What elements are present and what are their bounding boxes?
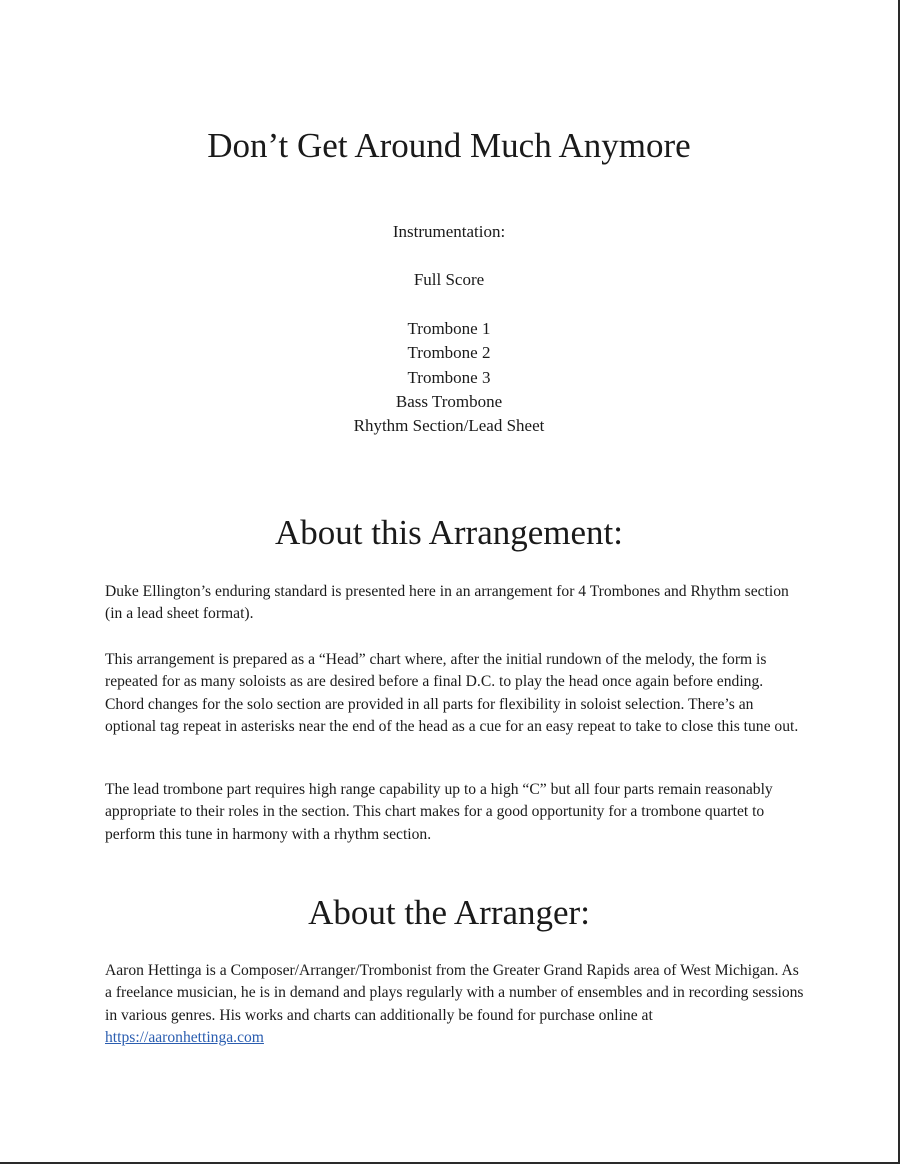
document-title: Don’t Get Around Much Anymore xyxy=(207,126,691,165)
about-arranger-heading: About the Arranger: xyxy=(308,893,590,932)
instrument-item-trombone-1: Trombone 1 xyxy=(407,319,491,338)
arranger-bio-text: Aaron Hettinga is a Composer/Arranger/Trombonist from the Greater Grand Rapids area of West Michigan. As a freelance musician, he is in demand and plays regularly with a number of ensembles and in recording sessions in various genres. His works and charts can additionally be found for purchase online at xyxy=(105,962,804,1024)
arranger-bio-paragraph xyxy=(105,960,805,1050)
instrument-item-bass-trombone: Bass Trombone xyxy=(395,391,503,411)
instrument-item-trombone-2: Trombone 2 xyxy=(407,343,491,363)
arranger-website-link[interactable]: https://aaronhettinga.com xyxy=(105,1029,264,1047)
full-score-label: Full Score xyxy=(413,270,485,289)
arrangement-paragraph-form: This arrangement is prepared as a “Head” chart where, after the initial rundown of the melody, the form is repeated for as many soloists as are desired before a final D.C. to play the head once again before ending. Chord changes for the solo section are provided in all parts for flexibility in soloist selection. There’s an optional tag repeat in asterisks near the end of the head as a cue for an easy repeat to take to close this tune out. xyxy=(105,651,799,736)
instrumentation-label: Instrumentation: xyxy=(392,222,506,241)
about-arrangement-heading: About this Arrangement: xyxy=(274,513,623,552)
arrangement-paragraph-intro: Duke Ellington’s enduring standard is presented here in an arrangement for 4 Trombones and Rhythm section (in a lead sheet format). xyxy=(105,583,789,623)
arrangement-paragraph-range: The lead trombone part requires high range capability up to a high “C” but all four parts remain reasonably appropriate to their roles in the section. This chart makes for a good opportunity for a trombone quartet to perform this tune in harmony with a rhythm section. xyxy=(105,781,773,843)
instrument-item-rhythm-section: Rhythm Section/Lead Sheet xyxy=(353,416,545,436)
instrument-list xyxy=(0,317,898,438)
instrument-item-trombone-3: Trombone 3 xyxy=(407,367,491,387)
